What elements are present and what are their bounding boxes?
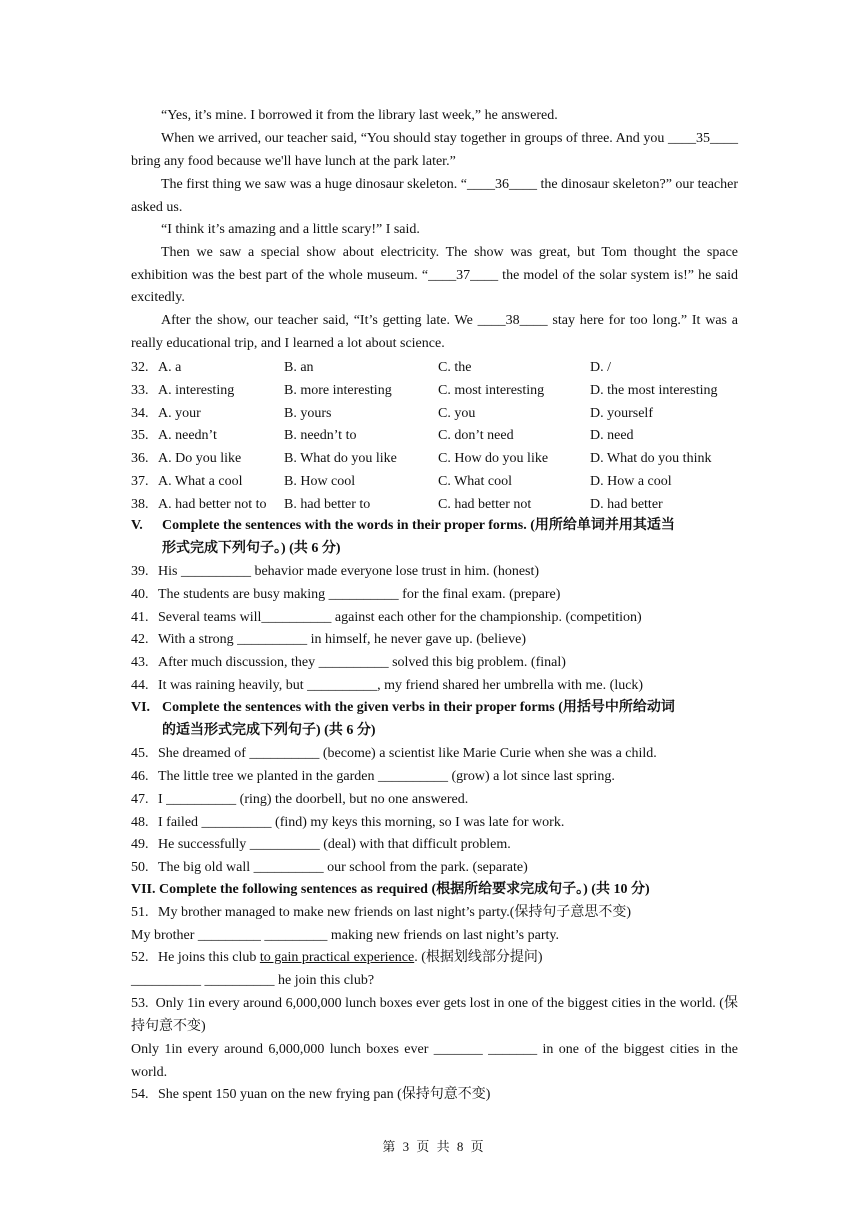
question-text: Several teams will__________ against each other for the championship. (competition) [158, 610, 642, 625]
passage-paragraph: “Yes, it’s mine. I borrowed it from the library last week,” he answered. [161, 108, 558, 123]
passage-paragraph: “I think it’s amazing and a little scary!” I said. [161, 222, 420, 237]
question-number: 53. [131, 996, 149, 1011]
question-item [131, 652, 741, 675]
passage-paragraph: After the show, our teacher said, “It’s getting late. We ____38____ stay here for too long.” It was a really educational trip, and I learned a lot about science. [131, 313, 738, 351]
option-row [131, 471, 741, 494]
option-row [131, 425, 741, 448]
option-a: A. your [158, 405, 201, 421]
question-text: My brother managed to make new friends on last night’s party.(保持句子意思不变) [158, 905, 632, 920]
question-item [131, 766, 741, 789]
question-text: She spent 150 yuan on the new frying pan (保持句意不变) [158, 1087, 491, 1102]
option-row [131, 403, 741, 426]
option-b: B. needn’t to [284, 428, 357, 444]
option-c: C. had better not [438, 496, 532, 512]
question-text: His __________ behavior made everyone lose trust in him. (honest) [158, 564, 540, 579]
question-text: He joins this club [158, 950, 260, 965]
question-number: 41. [131, 610, 149, 625]
option-b: B. an [284, 360, 314, 375]
underlined-phrase: to gain practical experience [259, 950, 415, 965]
question-number: 34. [131, 405, 149, 421]
question-text: . (根据划线部分提问) [414, 950, 543, 965]
question-item [131, 1084, 741, 1107]
section-title: Complete the sentences with the given verbs in their proper forms (用括号中所给动词 [162, 700, 675, 715]
option-row [131, 494, 741, 517]
question-text: The big old wall __________ our school from the park. (separate) [158, 860, 528, 875]
section-title: Complete the sentences with the words in their proper forms. (用所给单词并用其适当 [162, 518, 675, 533]
option-c: C. don’t need [438, 428, 514, 444]
question-number: 42. [131, 632, 149, 647]
answer-line: __________ __________ he join this club? [131, 973, 375, 988]
question-number: 49. [131, 837, 149, 852]
option-c: C. you [438, 405, 476, 421]
question-number: 43. [131, 655, 149, 670]
question-item [131, 834, 741, 857]
option-c: C. What cool [438, 473, 513, 489]
option-b: B. yours [284, 405, 332, 421]
passage-paragraph: Then we saw a special show about electricity. The show was great, but Tom thought the space exhibition was the best part of the whole museum. “____37____ the model of the solar system is!” he said excitedly. [131, 245, 738, 306]
section-number: V. [131, 518, 143, 533]
question-item [131, 902, 741, 925]
question-number: 54. [131, 1087, 149, 1102]
section-title-continued: 的适当形式完成下列句子) (共 6 分) [162, 723, 376, 738]
section-heading [131, 697, 741, 720]
question-number: 39. [131, 564, 149, 579]
question-item [131, 857, 741, 880]
option-d: D. What do you think [590, 451, 712, 467]
section-heading: VII. Complete the following sentences as required (根据所给要求完成句子。) (共 10 分) [131, 882, 650, 897]
option-d: D. / [590, 360, 611, 375]
answer-options [131, 357, 741, 517]
question-text: Only 1in every around 6,000,000 lunch boxes ever gets lost in one of the biggest cities in the world. (保持句意不变) [131, 996, 738, 1034]
question-number: 32. [131, 360, 149, 375]
question-number: 47. [131, 792, 149, 807]
option-d: D. yourself [590, 405, 653, 421]
option-c: C. most interesting [438, 382, 545, 398]
option-b: B. How cool [284, 473, 356, 489]
question-item [131, 789, 741, 812]
option-a: A. interesting [158, 382, 235, 398]
question-number: 37. [131, 473, 149, 489]
section-number: VI. [131, 700, 151, 715]
section-heading [131, 515, 741, 538]
question-item [131, 675, 741, 698]
option-a: A. What a cool [158, 473, 243, 489]
question-text: I failed __________ (find) my keys this morning, so I was late for work. [158, 815, 565, 830]
question-item [131, 561, 741, 584]
question-text: I __________ (ring) the doorbell, but no one answered. [158, 792, 469, 807]
option-a: A. had better not to [158, 496, 267, 512]
option-row [131, 357, 741, 380]
section-title-continued: 形式完成下列句子。) (共 6 分) [162, 541, 341, 556]
option-a: A. needn’t [158, 428, 217, 444]
question-text: He successfully __________ (deal) with that difficult problem. [158, 837, 511, 852]
answer-line: Only 1in every around 6,000,000 lunch boxes ever _______ _______ in one of the biggest cities in the world. [131, 1042, 738, 1080]
option-d: D. need [590, 428, 634, 444]
option-d: D. the most interesting [590, 382, 718, 398]
option-a: A. Do you like [158, 451, 242, 467]
question-item [131, 947, 741, 970]
question-number: 38. [131, 496, 149, 512]
passage-paragraph: When we arrived, our teacher said, “You should stay together in groups of three. And you ____35____ bring any food because we'll have lunch at the park later.” [131, 131, 738, 169]
question-number: 51. [131, 905, 149, 920]
question-number: 40. [131, 587, 149, 602]
option-d: D. How a cool [590, 473, 672, 489]
question-number: 52. [131, 950, 149, 965]
option-row [131, 380, 741, 403]
question-number: 48. [131, 815, 149, 830]
question-item [131, 607, 741, 630]
question-number: 33. [131, 382, 149, 398]
question-item [131, 993, 738, 1038]
option-b: B. had better to [284, 496, 371, 512]
question-item [131, 812, 741, 835]
answer-line: My brother _________ _________ making new friends on last night’s party. [131, 928, 559, 943]
question-item [131, 629, 741, 652]
question-text: After much discussion, they __________ solved this big problem. (final) [158, 655, 566, 670]
question-number: 45. [131, 746, 149, 761]
option-c: C. the [438, 360, 472, 375]
option-b: B. more interesting [284, 382, 392, 398]
question-number: 36. [131, 451, 149, 467]
option-c: C. How do you like [438, 451, 549, 467]
option-a: A. a [158, 360, 182, 375]
question-item [131, 584, 741, 607]
question-text: She dreamed of __________ (become) a scientist like Marie Curie when she was a child. [158, 746, 657, 761]
question-number: 35. [131, 428, 149, 444]
question-text: The students are busy making __________ for the final exam. (prepare) [158, 587, 561, 602]
question-item [131, 743, 741, 766]
question-number: 44. [131, 678, 149, 693]
question-number: 46. [131, 769, 149, 784]
option-row [131, 448, 741, 471]
option-b: B. What do you like [284, 451, 397, 467]
passage-paragraph: The first thing we saw was a huge dinosaur skeleton. “____36____ the dinosaur skeleton?” our teacher asked us. [131, 177, 738, 215]
question-text: The little tree we planted in the garden __________ (grow) a lot since last spring. [158, 769, 615, 784]
question-text: It was raining heavily, but __________, my friend shared her umbrella with me. (luck) [158, 678, 644, 693]
option-d: D. had better [590, 496, 663, 512]
page-footer: 第 3 页 共 8 页 [382, 1139, 486, 1154]
question-number: 50. [131, 860, 149, 875]
question-text: With a strong __________ in himself, he never gave up. (believe) [158, 632, 527, 647]
